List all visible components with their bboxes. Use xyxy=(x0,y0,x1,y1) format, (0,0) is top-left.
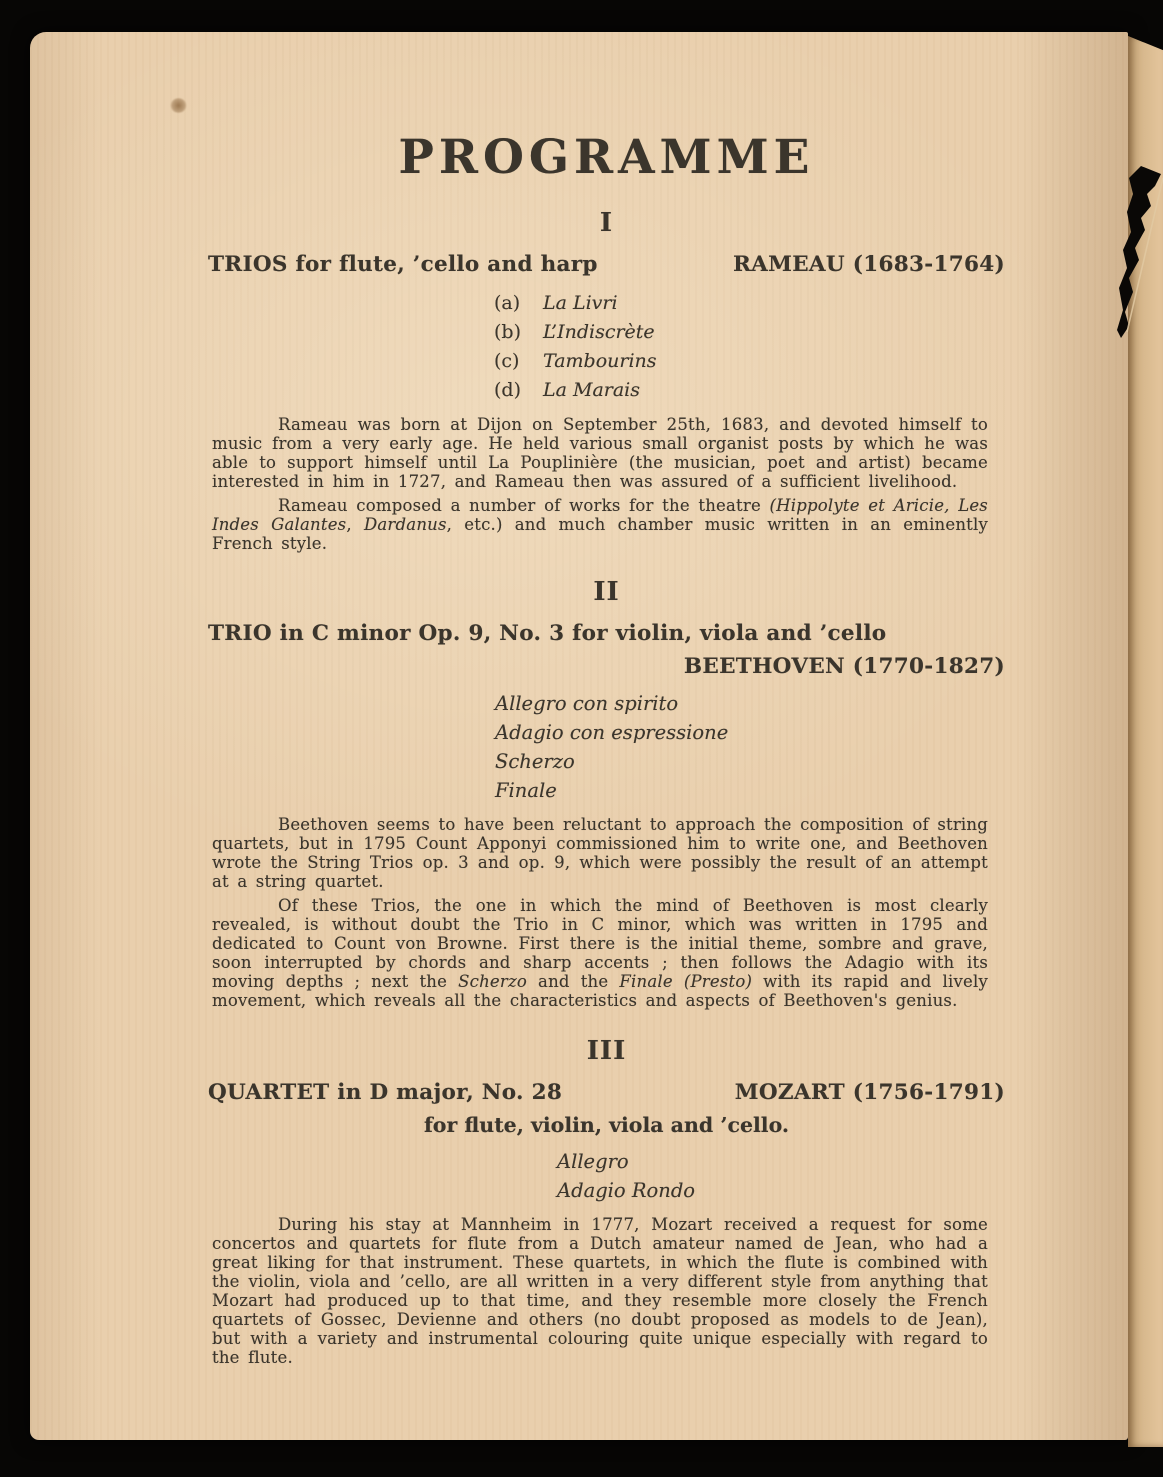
section-2-numeral: II xyxy=(593,577,620,607)
piece-title: L’Indiscrète xyxy=(543,321,655,343)
programme-note: During his stay at Mannheim in 1777, Mozart received a request for some concertos and quartets for flute from a Dutch amateur named de Jean, who had a great liking for that instrument. These quartets, in which the flute is combined with the violin, viola and ’cello, are all written in a very different style from anything that Mozart had produced up to that time, and they resemble more closely the French quartets of Gossec, Devienne and others (no doubt proposed as models to de Jean), but with a variety and instrumental colouring quite unique especially with regard to the flute. xyxy=(212,1215,988,1367)
piece-label: (b) xyxy=(494,321,521,343)
section-3 xyxy=(208,1036,1005,1367)
movement: Adagio con espressione xyxy=(495,721,729,744)
programme-note: Rameau composed a number of works for the theatre (Hippolyte et Aricie, Les Indes Galantes, Dardanus, etc.) and much chamber music written in an eminently French style. xyxy=(212,496,989,553)
movement: Adagio Rondo xyxy=(557,1179,696,1202)
section-3-numeral: III xyxy=(586,1036,627,1066)
piece-label: (a) xyxy=(494,292,521,314)
composer-name: RAMEAU (1683-1764) xyxy=(733,252,1005,277)
movement-list xyxy=(208,689,1005,805)
piece-row xyxy=(494,376,1005,405)
torn-edge xyxy=(1117,160,1163,348)
work-subtitle: for flute, violin, viola and ’cello. xyxy=(423,1113,790,1137)
section-3-heading xyxy=(208,1080,1005,1106)
movement: Finale xyxy=(495,779,557,802)
piece-title: La Marais xyxy=(543,379,641,401)
piece-label: (d) xyxy=(494,379,521,401)
programme-note: Of these Trios, the one in which the mind of Beethoven is most clearly revealed, is without doubt the Trio in C minor, which was written in 1795 and dedicated to Count von Browne. First there is the initial theme, sombre and grave, soon interrupted by chords and sharp accents ; then follows the Adagio with its moving depths ; next the Scherzo and the Finale (Presto) with its rapid and lively movement, which reveals all the characteristics and aspects of Beethoven's genius. xyxy=(212,896,988,1010)
paper-stain xyxy=(170,98,187,113)
composer-name: MOZART (1756-1791) xyxy=(734,1080,1005,1105)
work-title: TRIO in C minor Op. 9, No. 3 for violin, viola and ’cello xyxy=(208,621,887,646)
piece-title: La Livri xyxy=(543,292,618,314)
work-title: QUARTET in D major, No. 28 xyxy=(208,1080,563,1105)
programme-note: Beethoven seems to have been reluctant to approach the composition of string quartets, but in 1795 Count Apponyi commissioned him to write one, and Beethoven wrote the String Trios op. 3 and op. 9, which were possibly the result of an attempt at a string quartet. xyxy=(212,815,988,891)
section-1 xyxy=(208,208,1005,553)
section-1-heading xyxy=(208,252,1005,278)
piece-label: (c) xyxy=(494,350,520,372)
piece-row xyxy=(494,318,1005,347)
composer-name: BEETHOVEN (1770-1827) xyxy=(683,654,1005,679)
piece-title: Tambourins xyxy=(543,350,657,372)
page-title: PROGRAMME xyxy=(398,130,815,185)
movement-list xyxy=(208,1147,1005,1205)
section-2 xyxy=(208,577,1005,1010)
piece-list xyxy=(208,289,1005,405)
work-title: TRIOS for flute, ’cello and harp xyxy=(208,252,598,277)
section-1-numeral: I xyxy=(599,208,614,238)
movement: Allegro con spirito xyxy=(495,692,679,715)
programme-page xyxy=(30,32,1128,1440)
movement: Scherzo xyxy=(495,750,575,773)
programme-note: Rameau was born at Dijon on September 25th, 1683, and devoted himself to music from a very early age. He held various small organist posts by which he was able to support himself until La Pouplinière (the musician, poet and artist) became interested in him in 1727, and Rameau then was assured of a sufficient livelihood. xyxy=(212,415,988,491)
movement: Allegro xyxy=(557,1150,629,1173)
page-content xyxy=(208,32,1005,1367)
piece-row xyxy=(494,289,1005,318)
piece-row xyxy=(494,347,1005,376)
